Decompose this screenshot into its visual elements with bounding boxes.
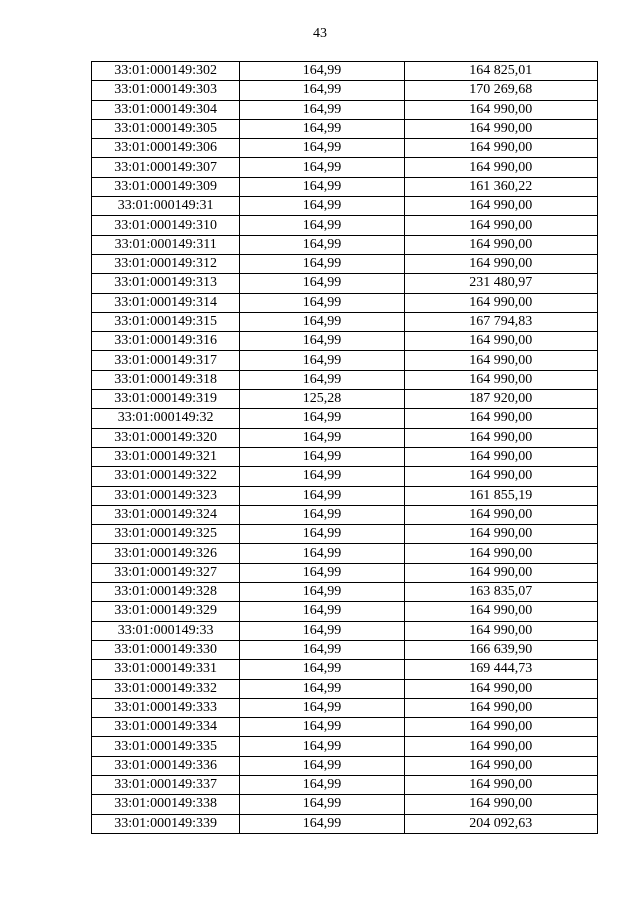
table-row	[92, 718, 598, 737]
table-row	[92, 756, 598, 775]
area-cell: 164,99	[240, 467, 404, 486]
table-row	[92, 525, 598, 544]
cadastral-number-cell: 33:01:000149:311	[92, 235, 240, 254]
value-cell: 164 990,00	[404, 737, 597, 756]
table-row	[92, 660, 598, 679]
cadastral-number-cell: 33:01:000149:320	[92, 428, 240, 447]
table-row	[92, 390, 598, 409]
area-cell: 164,99	[240, 197, 404, 216]
value-cell: 164 990,00	[404, 351, 597, 370]
area-cell: 164,99	[240, 447, 404, 466]
value-cell: 161 855,19	[404, 486, 597, 505]
value-cell: 164 990,00	[404, 563, 597, 582]
value-cell: 164 990,00	[404, 775, 597, 794]
value-cell: 164 990,00	[404, 756, 597, 775]
area-cell: 164,99	[240, 293, 404, 312]
area-cell: 164,99	[240, 81, 404, 100]
table-row	[92, 370, 598, 389]
table-row	[92, 139, 598, 158]
table-row	[92, 81, 598, 100]
cadastral-number-cell: 33:01:000149:316	[92, 332, 240, 351]
area-cell: 164,99	[240, 583, 404, 602]
table-row	[92, 158, 598, 177]
area-cell: 164,99	[240, 525, 404, 544]
cadastral-number-cell: 33:01:000149:307	[92, 158, 240, 177]
table-row	[92, 467, 598, 486]
table-row	[92, 640, 598, 659]
value-cell: 164 990,00	[404, 100, 597, 119]
cadastral-number-cell: 33:01:000149:312	[92, 254, 240, 273]
area-cell: 164,99	[240, 312, 404, 331]
area-cell: 164,99	[240, 505, 404, 524]
cadastral-table	[91, 61, 598, 834]
area-cell: 164,99	[240, 119, 404, 138]
cadastral-number-cell: 33:01:000149:335	[92, 737, 240, 756]
cadastral-number-cell: 33:01:000149:33	[92, 621, 240, 640]
area-cell: 164,99	[240, 254, 404, 273]
value-cell: 164 990,00	[404, 718, 597, 737]
area-cell: 125,28	[240, 390, 404, 409]
table-row	[92, 62, 598, 81]
cadastral-number-cell: 33:01:000149:32	[92, 409, 240, 428]
table-row	[92, 505, 598, 524]
value-cell: 164 990,00	[404, 467, 597, 486]
value-cell: 231 480,97	[404, 274, 597, 293]
table-body	[92, 62, 598, 834]
area-cell: 164,99	[240, 62, 404, 81]
area-cell: 164,99	[240, 486, 404, 505]
cadastral-number-cell: 33:01:000149:319	[92, 390, 240, 409]
table-row	[92, 119, 598, 138]
table-row	[92, 216, 598, 235]
cadastral-number-cell: 33:01:000149:339	[92, 814, 240, 833]
area-cell: 164,99	[240, 602, 404, 621]
value-cell: 166 639,90	[404, 640, 597, 659]
area-cell: 164,99	[240, 737, 404, 756]
value-cell: 164 990,00	[404, 119, 597, 138]
area-cell: 164,99	[240, 409, 404, 428]
value-cell: 164 990,00	[404, 525, 597, 544]
area-cell: 164,99	[240, 351, 404, 370]
cadastral-number-cell: 33:01:000149:337	[92, 775, 240, 794]
table-row	[92, 698, 598, 717]
area-cell: 164,99	[240, 216, 404, 235]
table-row	[92, 177, 598, 196]
table-row	[92, 351, 598, 370]
value-cell: 164 990,00	[404, 254, 597, 273]
table-row	[92, 197, 598, 216]
table-row	[92, 332, 598, 351]
area-cell: 164,99	[240, 235, 404, 254]
value-cell: 164 990,00	[404, 409, 597, 428]
value-cell: 164 825,01	[404, 62, 597, 81]
value-cell: 204 092,63	[404, 814, 597, 833]
area-cell: 164,99	[240, 679, 404, 698]
table-row	[92, 775, 598, 794]
table-row	[92, 312, 598, 331]
table-row	[92, 544, 598, 563]
table-row	[92, 447, 598, 466]
cadastral-number-cell: 33:01:000149:306	[92, 139, 240, 158]
area-cell: 164,99	[240, 775, 404, 794]
area-cell: 164,99	[240, 640, 404, 659]
value-cell: 187 920,00	[404, 390, 597, 409]
area-cell: 164,99	[240, 544, 404, 563]
cadastral-number-cell: 33:01:000149:310	[92, 216, 240, 235]
area-cell: 164,99	[240, 795, 404, 814]
value-cell: 170 269,68	[404, 81, 597, 100]
value-cell: 164 990,00	[404, 216, 597, 235]
value-cell: 164 990,00	[404, 602, 597, 621]
table-row	[92, 409, 598, 428]
cadastral-number-cell: 33:01:000149:302	[92, 62, 240, 81]
cadastral-number-cell: 33:01:000149:332	[92, 679, 240, 698]
cadastral-number-cell: 33:01:000149:325	[92, 525, 240, 544]
area-cell: 164,99	[240, 274, 404, 293]
cadastral-number-cell: 33:01:000149:329	[92, 602, 240, 621]
cadastral-number-cell: 33:01:000149:324	[92, 505, 240, 524]
cadastral-number-cell: 33:01:000149:323	[92, 486, 240, 505]
cadastral-number-cell: 33:01:000149:338	[92, 795, 240, 814]
area-cell: 164,99	[240, 139, 404, 158]
cadastral-number-cell: 33:01:000149:309	[92, 177, 240, 196]
table-row	[92, 679, 598, 698]
table-row	[92, 737, 598, 756]
area-cell: 164,99	[240, 660, 404, 679]
table-row	[92, 583, 598, 602]
value-cell: 164 990,00	[404, 197, 597, 216]
value-cell: 164 990,00	[404, 158, 597, 177]
cadastral-number-cell: 33:01:000149:336	[92, 756, 240, 775]
table-row	[92, 795, 598, 814]
value-cell: 164 990,00	[404, 544, 597, 563]
area-cell: 164,99	[240, 370, 404, 389]
cadastral-number-cell: 33:01:000149:318	[92, 370, 240, 389]
area-cell: 164,99	[240, 621, 404, 640]
cadastral-number-cell: 33:01:000149:303	[92, 81, 240, 100]
area-cell: 164,99	[240, 158, 404, 177]
table-row	[92, 100, 598, 119]
value-cell: 167 794,83	[404, 312, 597, 331]
area-cell: 164,99	[240, 563, 404, 582]
table-row	[92, 254, 598, 273]
cadastral-number-cell: 33:01:000149:317	[92, 351, 240, 370]
table-row	[92, 814, 598, 833]
area-cell: 164,99	[240, 100, 404, 119]
cadastral-number-cell: 33:01:000149:322	[92, 467, 240, 486]
table-row	[92, 563, 598, 582]
area-cell: 164,99	[240, 428, 404, 447]
value-cell: 164 990,00	[404, 698, 597, 717]
cadastral-number-cell: 33:01:000149:321	[92, 447, 240, 466]
area-cell: 164,99	[240, 718, 404, 737]
cadastral-number-cell: 33:01:000149:313	[92, 274, 240, 293]
page-number: 43	[313, 26, 327, 41]
cadastral-number-cell: 33:01:000149:334	[92, 718, 240, 737]
table-row	[92, 486, 598, 505]
cadastral-number-cell: 33:01:000149:328	[92, 583, 240, 602]
value-cell: 163 835,07	[404, 583, 597, 602]
value-cell: 164 990,00	[404, 679, 597, 698]
area-cell: 164,99	[240, 332, 404, 351]
value-cell: 169 444,73	[404, 660, 597, 679]
table-row	[92, 293, 598, 312]
table-row	[92, 274, 598, 293]
cadastral-number-cell: 33:01:000149:31	[92, 197, 240, 216]
value-cell: 164 990,00	[404, 370, 597, 389]
area-cell: 164,99	[240, 698, 404, 717]
value-cell: 164 990,00	[404, 505, 597, 524]
cadastral-number-cell: 33:01:000149:314	[92, 293, 240, 312]
cadastral-number-cell: 33:01:000149:326	[92, 544, 240, 563]
area-cell: 164,99	[240, 177, 404, 196]
value-cell: 164 990,00	[404, 139, 597, 158]
cadastral-number-cell: 33:01:000149:331	[92, 660, 240, 679]
cadastral-number-cell: 33:01:000149:305	[92, 119, 240, 138]
table-row	[92, 621, 598, 640]
cadastral-number-cell: 33:01:000149:333	[92, 698, 240, 717]
value-cell: 164 990,00	[404, 332, 597, 351]
value-cell: 164 990,00	[404, 447, 597, 466]
table-row	[92, 428, 598, 447]
cadastral-number-cell: 33:01:000149:327	[92, 563, 240, 582]
table-row	[92, 602, 598, 621]
value-cell: 161 360,22	[404, 177, 597, 196]
value-cell: 164 990,00	[404, 293, 597, 312]
value-cell: 164 990,00	[404, 428, 597, 447]
value-cell: 164 990,00	[404, 795, 597, 814]
value-cell: 164 990,00	[404, 235, 597, 254]
table-row	[92, 235, 598, 254]
value-cell: 164 990,00	[404, 621, 597, 640]
cadastral-number-cell: 33:01:000149:330	[92, 640, 240, 659]
area-cell: 164,99	[240, 756, 404, 775]
area-cell: 164,99	[240, 814, 404, 833]
cadastral-number-cell: 33:01:000149:315	[92, 312, 240, 331]
cadastral-number-cell: 33:01:000149:304	[92, 100, 240, 119]
